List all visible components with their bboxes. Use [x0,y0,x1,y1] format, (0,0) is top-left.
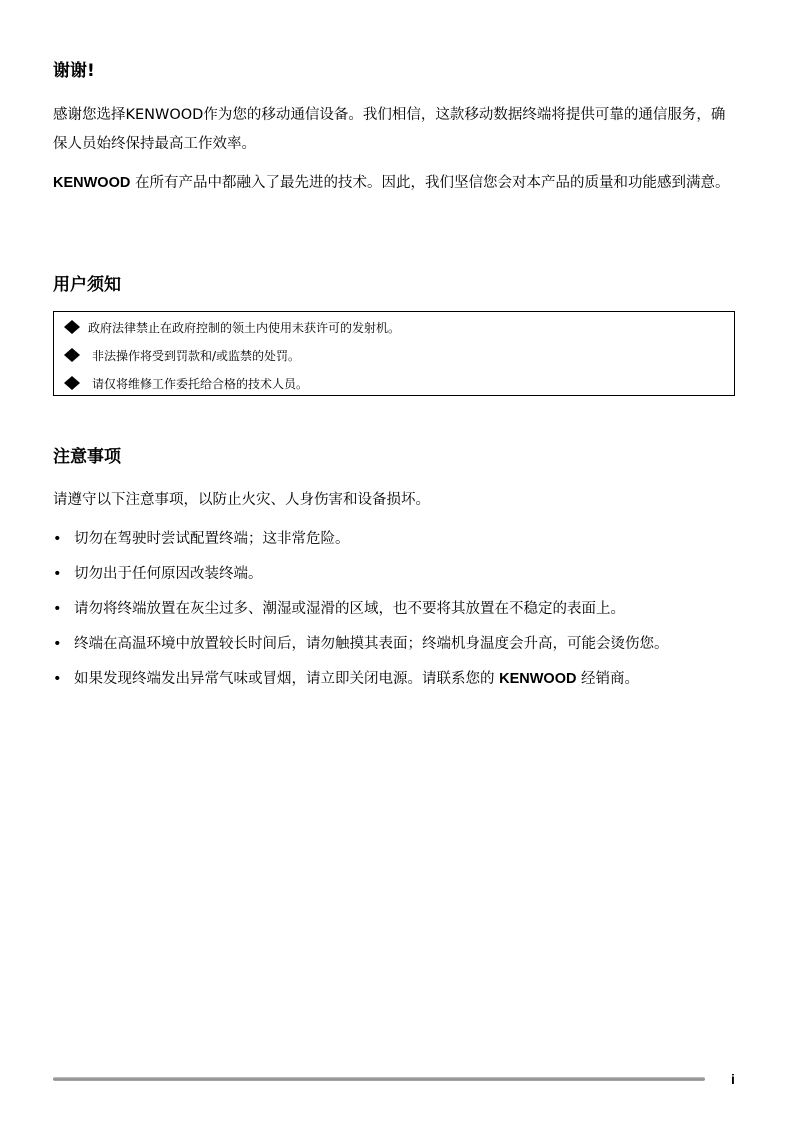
precaution-item-text: 终端在高温环境中放置较长时间后，请勿触摸其表面；终端机身温度会升高，可能会烫伤您。 [74,636,669,652]
precaution-last-prefix: 如果发现终端发出异常气味或冒烟，请立即关闭电源。请联系您的 [74,671,500,687]
thanks-paragraph-2-text: 在所有产品中都融入了最先进的技术。因此，我们坚信您会对本产品的质量和功能感到满意。 [130,175,730,191]
precaution-item-text: 请勿将终端放置在灰尘过多、潮湿或湿滑的区域，也不要将其放置在不稳定的表面上。 [74,601,625,617]
bullet-icon: • [53,671,62,687]
notice-item [64,346,300,364]
notice-item-text: 请仅将维修工作委托给合格的技术人员。 [92,376,309,391]
notice-item-text: 非法操作将受到罚款和/或监禁的处罚。 [92,348,301,363]
notice-item [64,374,308,392]
thanks-paragraph-1: 感谢您选择KENWOOD作为您的移动通信设备。我们相信，这款移动数据终端将提供可靠的通信服务，确保人员始终保持最高工作效率。 [53,107,726,152]
user-notice-heading: 用户须知 [53,275,121,295]
page-number: i [731,1071,735,1087]
user-notice-box [53,311,735,396]
bullet-icon: • [53,531,62,547]
notice-item-text: 政府法律禁止在政府控制的领土内使用未获许可的发射机。 [88,320,401,335]
thanks-heading: 谢谢! [53,61,95,81]
brand-name: KENWOOD [53,175,131,191]
bullet-icon: • [53,601,62,617]
precautions-intro: 请遵守以下注意事项，以防止火灾、人身伤害和设备损坏。 [53,492,430,508]
footer-rule [53,1077,705,1081]
bullet-icon: • [53,566,62,582]
precaution-item-text: 切勿出于任何原因改装终端。 [74,566,263,582]
precautions-heading: 注意事项 [53,447,121,467]
brand-name: KENWOOD [499,671,577,687]
precaution-item-text [74,669,639,689]
bullet-icon: • [53,636,62,652]
diamond-bullet-icon [64,348,80,362]
precaution-item-text: 切勿在驾驶时尝试配置终端；这非常危险。 [74,531,350,547]
notice-item [64,318,400,336]
diamond-bullet-icon [64,376,80,390]
precaution-last-suffix: 经销商。 [576,671,640,687]
diamond-bullet-icon [64,320,80,334]
thanks-paragraph-2 [53,169,738,198]
